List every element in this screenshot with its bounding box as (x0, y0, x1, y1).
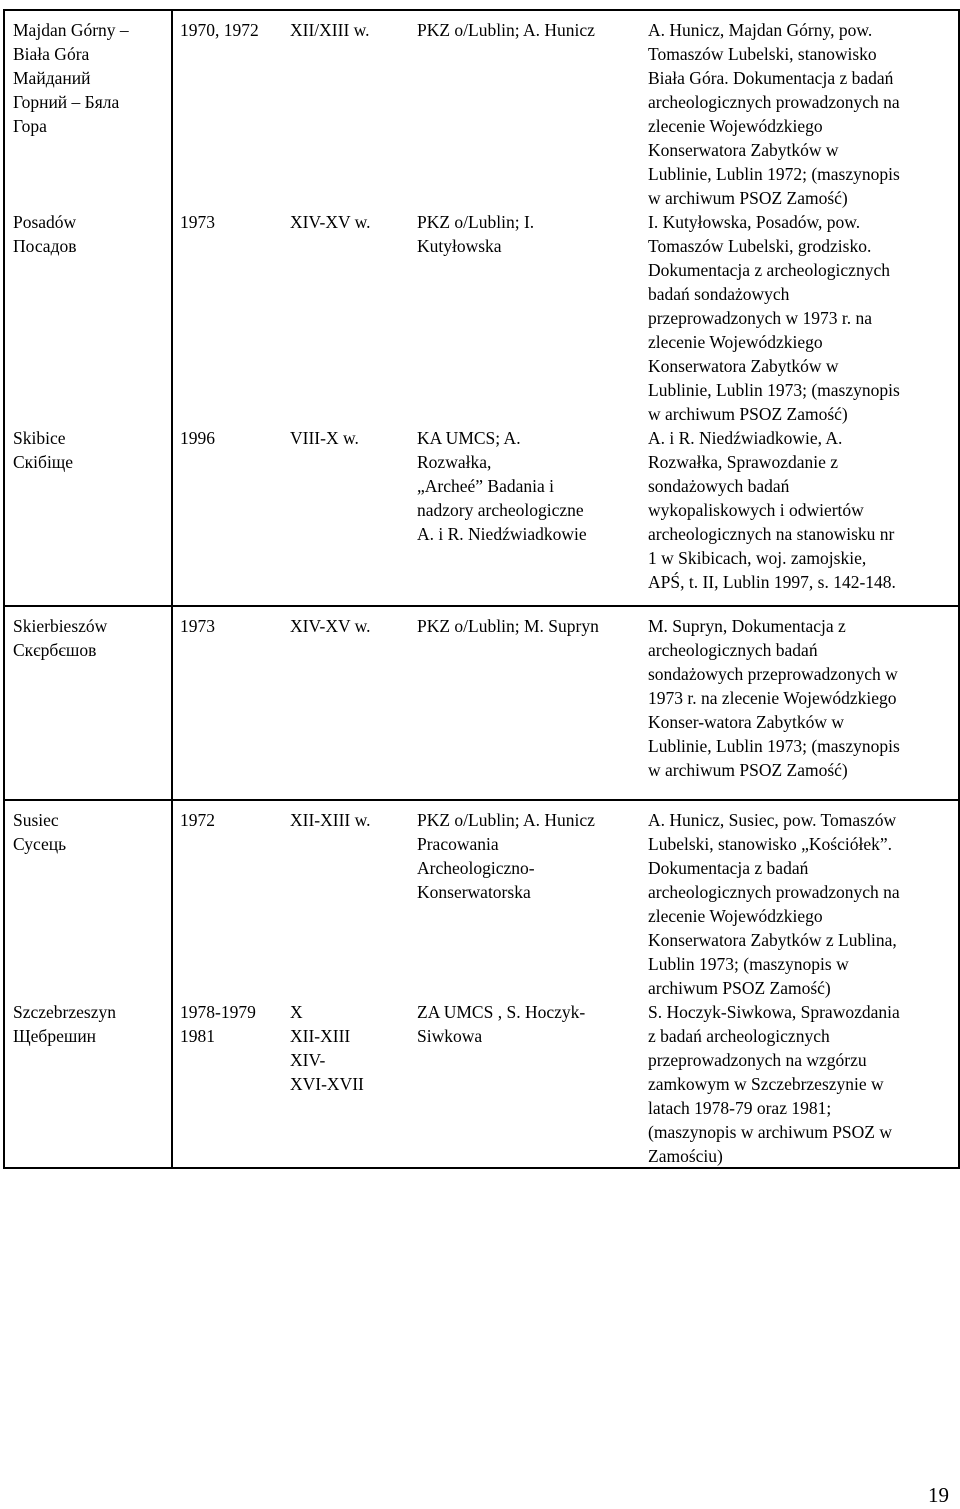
entry-institution: PKZ o/Lublin; A. Hunicz (417, 20, 595, 40)
entry-year: 1973 (180, 616, 215, 636)
entry-institution: KA UMCS; A. Rozwałka, „Archeé” Badania i nadzory archeologiczne A. i R. Niedźwiadkowie (417, 428, 587, 544)
site-cell (4, 800, 172, 1168)
entry-source: A. Hunicz, Majdan Górny, pow. Tomaszów Lubelski, stanowisko Biała Góra. Dokumentacja z badań archeologicznych prowadzonych na zlecenie Wojewódzkiego Konserwatora Zabytków w Lublinie, Lublin 1972; (maszynopis w archiwum PSOZ Zamość) (648, 20, 900, 208)
entry-source: A. i R. Niedźwiadkowie, A. Rozwałka, Sprawozdanie z sondażowych badań wykopaliskowych i odwiertów archeologicznych na stanowisku nr 1 w Skibicach, woj. zamojskie, APŚ, t. II, Lublin 1997, s. 142-148. (648, 428, 896, 592)
entry-source: A. Hunicz, Susiec, pow. Tomaszów Lubelski, stanowisko „Kościółek”. Dokumentacja z badań archeologicznych prowadzonych na zlecenie Wojewódzkiego Konserwatora Zabytków z Lublina, Lublin 1973; (maszynopis w archiwum PSOZ Zamość) (648, 810, 900, 998)
site-cell (4, 10, 172, 606)
entry-institution: PKZ o/Lublin; I. Kutyłowska (417, 212, 535, 256)
entries-cell (172, 606, 959, 800)
entries-cell (172, 10, 959, 606)
entry-year: 1973 (180, 212, 215, 232)
table-row (4, 10, 959, 606)
site-name: Szczebrzeszyn Щебрешин (13, 1002, 116, 1046)
entry-year: 1996 (180, 428, 215, 448)
entry-institution: PKZ o/Lublin; A. Hunicz Pracowania Archeologiczno- Konserwatorska (417, 810, 595, 902)
entry-source: S. Hoczyk-Siwkowa, Sprawozdania z badań archeologicznych przeprowadzonych na wzgórzu zamkowym w Szczebrzeszynie w latach 1978-79 oraz 1981; (maszynopis w archiwum PSOZ w Zamościu) (648, 1002, 900, 1166)
entry-source: M. Supryn, Dokumentacja z archeologicznych badań sondażowych przeprowadzonych w 1973 r. na zlecenie Wojewódzkiego Konser-watora Zabytków w Lublinie, Lublin 1973; (maszynopis w archiwum PSOZ Zamość) (648, 616, 900, 780)
entries-cell (172, 800, 959, 1168)
entry-period: VIII-X w. (290, 428, 359, 448)
site-name: Skibice Скібіще (13, 428, 74, 472)
site-name: Susiec Сусець (13, 810, 67, 854)
entry-source: I. Kutyłowska, Posadów, pow. Tomaszów Lubelski, grodzisko. Dokumentacja z archeologicznych badań sondażowych przeprowadzonych w 1973 r. na zlecenie Wojewódzkiego Konserwatora Zabytków w Lublinie, Lublin 1973; (maszynopis w archiwum PSOZ Zamość) (648, 212, 900, 424)
page-number: 19 (928, 1483, 949, 1507)
entry-period: XIV-XV w. (290, 616, 371, 636)
site-name: Majdan Górny – Biała Góra Майданий Горний – Бяла Гора (13, 20, 129, 136)
entry-period: XII-XIII w. (290, 810, 371, 830)
entry-period: XIV-XV w. (290, 212, 371, 232)
site-name: Posadów Посадов (13, 212, 77, 256)
entry-year: 1970, 1972 (180, 20, 259, 40)
entry-year: 1972 (180, 810, 215, 830)
archaeology-table (3, 9, 960, 1169)
site-name: Skierbieszów Скєрбєшов (13, 616, 108, 660)
entry-period: X XII-XIII XIV- XVI-XVII (290, 1002, 364, 1094)
table-row (4, 606, 959, 800)
site-cell (4, 606, 172, 800)
entry-year: 1978-1979 1981 (180, 1002, 256, 1046)
table-row (4, 800, 959, 1168)
entry-period: XII/XIII w. (290, 20, 370, 40)
entry-institution: ZA UMCS , S. Hoczyk- Siwkowa (417, 1002, 586, 1046)
entry-institution: PKZ o/Lublin; M. Supryn (417, 616, 599, 636)
